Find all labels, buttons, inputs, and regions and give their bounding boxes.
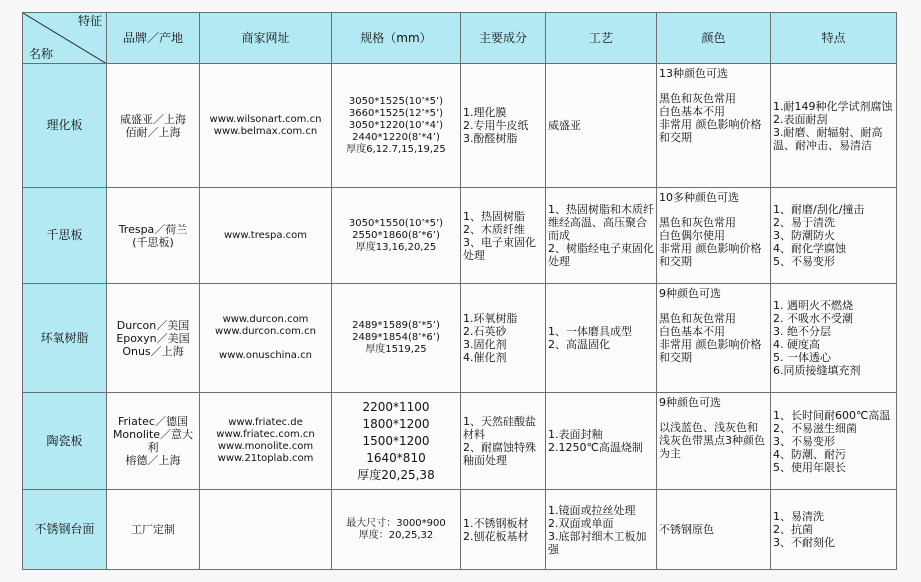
brand-line: Friatec／德国 xyxy=(118,415,188,428)
website-link[interactable]: www.monolite.com xyxy=(217,441,314,452)
brand-line: 威盛亚／上海 xyxy=(120,112,186,126)
feature-line: 4、防潮、耐污 xyxy=(773,447,846,461)
process-line: 1.镜面或拉丝处理 xyxy=(548,503,636,517)
process-line: 2.1250℃高温烧制 xyxy=(548,441,643,454)
brand-line: 工厂定制 xyxy=(131,523,175,536)
website-link[interactable]: www.wilsonart.com.cn xyxy=(209,113,322,125)
corner-name-label: 名称 xyxy=(29,47,54,61)
column-header-website: 商家网址 xyxy=(200,13,332,64)
spec-line: 1500*1200 xyxy=(362,433,430,448)
spec-line: 厚度1519,25 xyxy=(365,344,427,355)
ingredient-line: 2、木质纤维 xyxy=(463,222,525,236)
color-line: 不锈钢原色 xyxy=(659,523,714,536)
ingredient-line: 1、热固树脂 xyxy=(463,209,525,223)
table-row xyxy=(23,188,897,284)
ingredient-line: 1.环氧树脂 xyxy=(463,312,518,325)
website-cell xyxy=(200,64,332,188)
feature-line: 3、防潮防火 xyxy=(773,229,835,242)
spec-line: 2489*1589(8’*5’) xyxy=(352,320,440,331)
feature-line: 2、抗菌 xyxy=(773,523,813,536)
color-line: 白色基本不用 xyxy=(659,325,725,338)
spec-cell xyxy=(332,188,461,284)
ingredients-cell xyxy=(461,64,546,188)
column-header-brand: 品牌／产地 xyxy=(107,13,200,64)
color-count: 13种颜色可选 xyxy=(659,67,728,80)
spec-cell xyxy=(332,284,461,393)
spec-cell xyxy=(332,64,461,188)
ingredient-line: 3、电子束固化处理 xyxy=(463,235,536,262)
brand-cell xyxy=(107,284,200,393)
material-name: 不锈钢台面 xyxy=(23,490,107,570)
spec-line: 3050*1525(10’*5’) xyxy=(348,95,444,107)
feature-line: 5、不易变形 xyxy=(773,255,835,268)
website-link[interactable]: www.friatec.de xyxy=(228,417,303,428)
process-cell xyxy=(546,490,657,570)
features-cell xyxy=(771,188,897,284)
ingredient-line: 1.不锈钢板材 xyxy=(463,516,529,530)
process-cell xyxy=(546,188,657,284)
process-line: 威盛亚 xyxy=(548,119,581,132)
corner-header-cell xyxy=(23,13,107,64)
ingredient-line: 2.石英砂 xyxy=(463,325,507,338)
feature-line: 3、不易变形 xyxy=(773,434,835,448)
color-line: 以浅蓝色、浅灰色和浅灰色带黑点3种颜色为主 xyxy=(659,421,765,460)
website-link[interactable]: www.friatec.com.cn xyxy=(216,429,315,440)
brand-cell xyxy=(107,64,200,188)
color-line: 黑色和灰色常用 xyxy=(659,92,736,105)
process-line: 1、一体磨具成型 xyxy=(548,325,632,338)
table-row xyxy=(23,393,897,490)
material-name: 理化板 xyxy=(23,64,107,188)
brand-cell xyxy=(107,393,200,490)
color-line: 白色基本不用 xyxy=(659,105,725,118)
color-line: 非常用 颜色影响价格和交期 xyxy=(659,118,762,144)
material-comparison-table xyxy=(22,12,897,570)
features-cell xyxy=(771,284,897,393)
spec-line: 2489*1854(8’*6’) xyxy=(352,332,440,343)
website-cell xyxy=(200,393,332,490)
column-header-features: 特点 xyxy=(771,13,897,64)
process-line: 3.底部衬细木工板加强 xyxy=(548,529,647,556)
process-line: 1、热固树脂和木质纤维经高温、高压聚合而成 xyxy=(548,203,654,242)
spec-line: 厚度6,12.7,15,19,25 xyxy=(346,143,446,155)
ingredient-line: 3.固化剂 xyxy=(463,338,507,351)
ingredients-cell xyxy=(461,284,546,393)
color-line: 白色偶尔使用 xyxy=(659,229,725,242)
brand-line: 榕德／上海 xyxy=(125,454,181,467)
feature-line: 4. 硬度高 xyxy=(773,338,820,351)
website-link[interactable]: www.durcon.com xyxy=(222,314,309,325)
spec-cell xyxy=(332,393,461,490)
brand-line: Epoxyn／美国 xyxy=(116,331,190,345)
color-line: 非常用 颜色影响价格和交期 xyxy=(659,242,762,268)
feature-line: 3. 绝不分层 xyxy=(773,325,831,338)
ingredient-line: 2.专用牛皮纸 xyxy=(463,119,529,132)
spec-cell xyxy=(332,490,461,570)
process-line: 2、树脂经电子束固化处理 xyxy=(548,242,654,268)
brand-cell xyxy=(107,490,200,570)
website-cell xyxy=(200,490,332,570)
feature-line: 2、不易滋生细菌 xyxy=(773,421,857,435)
brand-line: Trespa／荷兰 xyxy=(118,222,188,236)
website-link[interactable]: www.trespa.com xyxy=(224,229,307,241)
website-link[interactable]: www.onuschina.cn xyxy=(219,350,312,361)
column-header-ingredients: 主要成分 xyxy=(461,13,546,64)
column-header-process: 工艺 xyxy=(546,13,657,64)
column-header-color: 颜色 xyxy=(657,13,771,64)
feature-line: 1、耐磨/刮化/撞击 xyxy=(773,203,865,216)
process-cell xyxy=(546,284,657,393)
table-row xyxy=(23,490,897,570)
spec-line: 2550*1860(8’*6’) xyxy=(352,229,440,241)
website-link[interactable]: www.belmax.com.cn xyxy=(213,125,318,137)
feature-line: 4、耐化学腐蚀 xyxy=(773,242,846,255)
spec-line: 1640*810 xyxy=(366,450,426,465)
material-name: 陶瓷板 xyxy=(23,393,107,490)
ingredient-line: 1、天然硅酸盐材料 xyxy=(463,415,536,441)
color-cell xyxy=(657,284,771,393)
brand-line: Onus／上海 xyxy=(122,344,184,358)
process-line: 1.表面封釉 xyxy=(548,428,603,441)
ingredient-line: 2、耐腐蚀特殊釉面处理 xyxy=(463,441,536,467)
brand-line: Monolite／意大利 xyxy=(112,428,194,454)
feature-line: 2. 不吸水不受潮 xyxy=(773,312,853,325)
website-cell xyxy=(200,284,332,393)
ingredient-line: 4.催化剂 xyxy=(463,351,507,364)
corner-feature-label: 特征 xyxy=(77,14,102,28)
material-name: 千思板 xyxy=(23,188,107,284)
brand-line: 佰耐／上海 xyxy=(125,125,181,139)
spec-line: 1800*1200 xyxy=(362,416,430,431)
feature-line: 3、不耐刻化 xyxy=(773,536,835,549)
process-line: 2.双面或单面 xyxy=(548,516,614,530)
brand-cell xyxy=(107,188,200,284)
feature-line: 1. 遇明火不燃烧 xyxy=(773,299,853,312)
feature-line: 1.耐149种化学试剂腐蚀 xyxy=(773,99,893,113)
ingredient-line: 2.刨花板基材 xyxy=(463,529,529,543)
feature-line: 1、易清洗 xyxy=(773,510,824,523)
feature-line: 1、长时间耐600℃高温 xyxy=(773,408,891,422)
spec-line: 厚度：20,25,32 xyxy=(358,529,434,541)
brand-line: Durcon／美国 xyxy=(116,318,190,332)
color-cell xyxy=(657,188,771,284)
color-cell xyxy=(657,490,771,570)
spec-line: 厚度13,16,20,25 xyxy=(355,241,437,253)
color-cell xyxy=(657,393,771,490)
spec-line: 厚度20,25,38 xyxy=(357,467,435,482)
spec-line: 3050*1550(10’*5’) xyxy=(348,217,444,229)
feature-line: 2.表面耐刮 xyxy=(773,112,828,126)
ingredient-line: 3.酚醛树脂 xyxy=(463,132,518,145)
website-cell xyxy=(200,188,332,284)
ingredients-cell xyxy=(461,188,546,284)
feature-line: 5、使用年限长 xyxy=(773,460,846,474)
features-cell xyxy=(771,64,897,188)
spec-line: 3050*1220(10’*4’) xyxy=(348,119,444,131)
process-cell xyxy=(546,64,657,188)
material-name: 环氧树脂 xyxy=(23,284,107,393)
brand-line: (千思板) xyxy=(132,235,174,249)
color-line: 非常用 颜色影响价格和交期 xyxy=(659,338,762,364)
spec-line: 最大尺寸：3000*900 xyxy=(346,517,446,529)
column-header-spec: 规格（mm） xyxy=(332,13,461,64)
color-line: 黑色和灰色常用 xyxy=(659,312,736,325)
color-count: 9种颜色可选 xyxy=(659,287,721,300)
feature-line: 3.耐磨、耐辐射、耐高温、耐冲击、易清洁 xyxy=(773,125,883,152)
table-row xyxy=(23,64,897,188)
color-line: 黑色和灰色常用 xyxy=(659,216,736,229)
color-count: 10多种颜色可选 xyxy=(659,191,739,204)
color-count: 9种颜色可选 xyxy=(659,396,721,409)
comparison-table-container xyxy=(22,12,897,570)
table-row xyxy=(23,284,897,393)
ingredients-cell xyxy=(461,490,546,570)
header-row xyxy=(23,13,897,64)
feature-line: 5. 一体透心 xyxy=(773,351,831,364)
process-cell xyxy=(546,393,657,490)
spec-line: 3660*1525(12’*5’) xyxy=(348,107,444,119)
spec-line: 2200*1100 xyxy=(362,399,430,414)
ingredients-cell xyxy=(461,393,546,490)
feature-line: 2、易于清洗 xyxy=(773,216,835,229)
spec-line: 2440*1220(8’*4’) xyxy=(352,131,440,143)
process-line: 2、高温固化 xyxy=(548,338,610,351)
ingredient-line: 1.理化膜 xyxy=(463,106,507,119)
features-cell xyxy=(771,490,897,570)
features-cell xyxy=(771,393,897,490)
color-cell xyxy=(657,64,771,188)
website-link[interactable]: www.durcon.com.cn xyxy=(215,326,316,337)
website-link[interactable]: www.21toplab.com xyxy=(217,453,314,464)
feature-line: 6.同质接缝填充剂 xyxy=(773,364,861,377)
